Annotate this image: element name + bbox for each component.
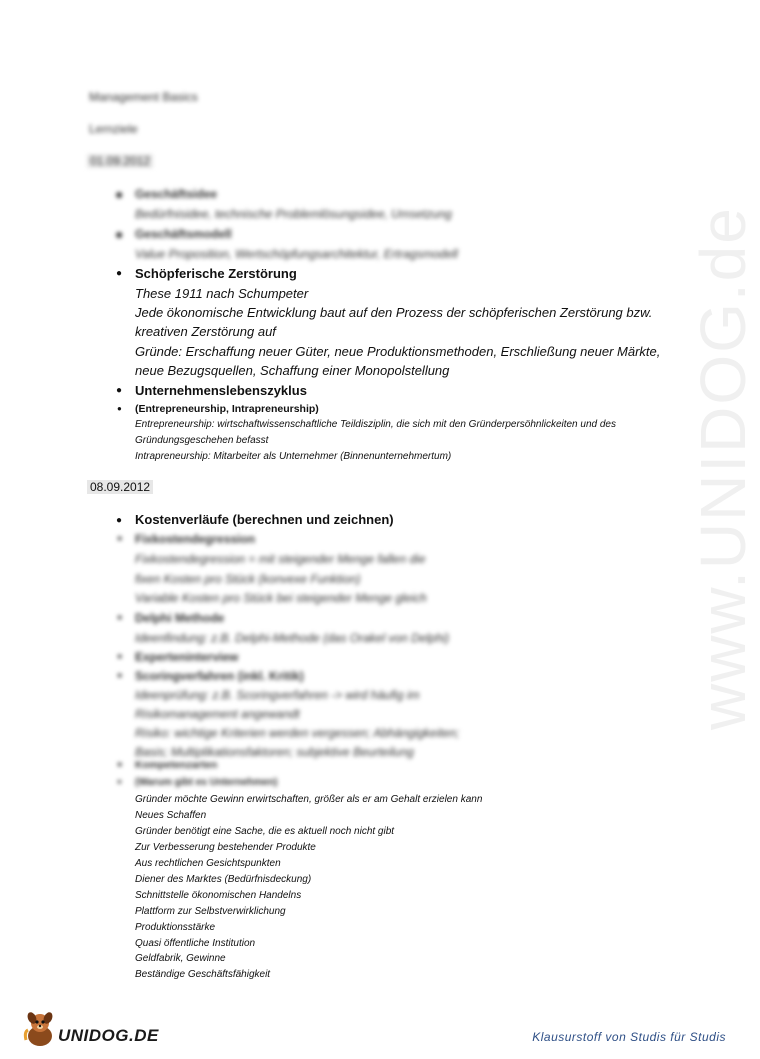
bullet: ● xyxy=(115,226,124,242)
item-line: fixen Kosten pro Stück (konvexe Funktion) xyxy=(135,572,361,586)
date-heading-1: 01.09.2012 xyxy=(87,154,153,168)
item-line: Ideenfindung: z.B. Delphi-Methode (das Orakel von Delphi) xyxy=(135,631,450,645)
item-line: Entrepreneurship: wirtschaftwissenschaftliche Teildisziplin, die sich mit den Gründerpersöhnlickeiten und des xyxy=(135,419,616,430)
document-subtitle: Lernziele xyxy=(89,122,138,136)
item-line: neue Bezugsquellen, Schaffung einer Monopolstellung xyxy=(135,363,450,378)
item-head: Scoringverfahren (inkl. Kritik) xyxy=(135,669,304,683)
item-desc: Bedürfnisidee, technische Problemlösungsidee, Umsetzung xyxy=(135,207,452,221)
bullet: ● xyxy=(117,777,122,786)
item-line: Ideenprüfung: z.B. Scoringverfahren -> wird häufig im xyxy=(135,688,420,702)
bullet: ● xyxy=(117,404,122,413)
item-head: Geschäftsmodell xyxy=(135,227,232,241)
item-line: Gründer möchte Gewinn erwirtschaften, größer als er am Gehalt erzielen kann xyxy=(135,794,483,805)
item-head: Geschäftsidee xyxy=(135,187,218,201)
bullet: ● xyxy=(117,533,123,543)
item-line: Zur Verbesserung bestehender Produkte xyxy=(135,842,316,853)
item-head: Schöpferische Zerstörung xyxy=(135,266,297,281)
item-line: Aus rechtlichen Gesichtspunkten xyxy=(135,858,281,869)
item-head: Experteninterview xyxy=(135,650,239,664)
item-head: (Entrepreneurship, Intrapreneurship) xyxy=(135,403,319,415)
item-line: Fixkostendegression = mit steigender Menge fallen die xyxy=(135,552,426,566)
item-line: Produktionsstärke xyxy=(135,922,216,933)
item-head: Kostenverläufe (berechnen und zeichnen) xyxy=(135,512,394,527)
date-heading-2: 08.09.2012 xyxy=(87,480,153,494)
bullet: ● xyxy=(116,385,123,396)
bullet: ● xyxy=(117,759,123,769)
bullet: ● xyxy=(116,268,123,279)
item-line: kreativen Zerstörung auf xyxy=(135,324,276,339)
watermark: www.UNIDOG.de xyxy=(687,206,759,730)
item-line: Variable Kosten pro Stück bei steigender Menge gleich xyxy=(135,591,427,605)
item-line: Diener des Marktes (Bedürfnisdeckung) xyxy=(135,874,312,885)
item-head: Kompetenzarten xyxy=(135,759,218,771)
bullet: ● xyxy=(117,612,123,622)
item-line: Quasi öffentliche Institution xyxy=(135,938,256,949)
footer-logo-text: UNIDOG.DE xyxy=(58,1026,159,1045)
bullet: ● xyxy=(115,186,124,202)
item-line: Gründer benötigt eine Sache, die es aktuell noch nicht gibt xyxy=(135,826,395,837)
item-line: Neues Schaffen xyxy=(135,810,207,821)
document-title: Management Basics xyxy=(89,90,198,104)
item-line: Geldfabrik, Gewinne xyxy=(135,953,226,964)
item-head: Unternehmenslebenszyklus xyxy=(135,383,307,398)
item-head: (Warum gibt es Unternehmen) xyxy=(135,777,278,788)
item-desc: Value Proposition, Wertschöpfungsarchitektur, Ertragsmodell xyxy=(135,247,458,261)
item-line: Basis; Multiplikationsfaktoren; subjektive Beurteilung xyxy=(135,745,414,759)
item-line: These 1911 nach Schumpeter xyxy=(135,286,309,301)
item-line: Jede ökonomische Entwicklung baut auf den Prozess der schöpferischen Zerstörung bzw. xyxy=(135,305,653,320)
bullet: ● xyxy=(117,651,123,661)
item-line: Risiko: wichtige Kriterien werden vergessen; Abhängigkeiten; xyxy=(135,726,460,740)
dog-logo-icon xyxy=(22,1010,58,1048)
footer-tagline: Klausurstoff von Studis für Studis xyxy=(532,1030,726,1044)
item-line: Gründungsgeschehen befasst xyxy=(135,435,269,446)
bullet: ● xyxy=(117,670,123,680)
item-line: Beständige Geschäftsfähigkeit xyxy=(135,969,271,980)
item-line: Plattform zur Selbstverwirklichung xyxy=(135,906,286,917)
item-head: Delphi Methode xyxy=(135,611,225,625)
item-line: Gründe: Erschaffung neuer Güter, neue Produktionsmethoden, Erschließung neuer Märkte, xyxy=(135,344,661,359)
item-line: Risikomanagement angewandt xyxy=(135,707,300,721)
item-head: Fixkostendegression xyxy=(135,532,256,546)
bullet: ● xyxy=(116,515,123,526)
item-line: Intrapreneurship: Mitarbeiter als Unternehmer (Binnenunternehmertum) xyxy=(135,451,452,462)
item-line: Schnittstelle ökonomischen Handelns xyxy=(135,890,302,901)
